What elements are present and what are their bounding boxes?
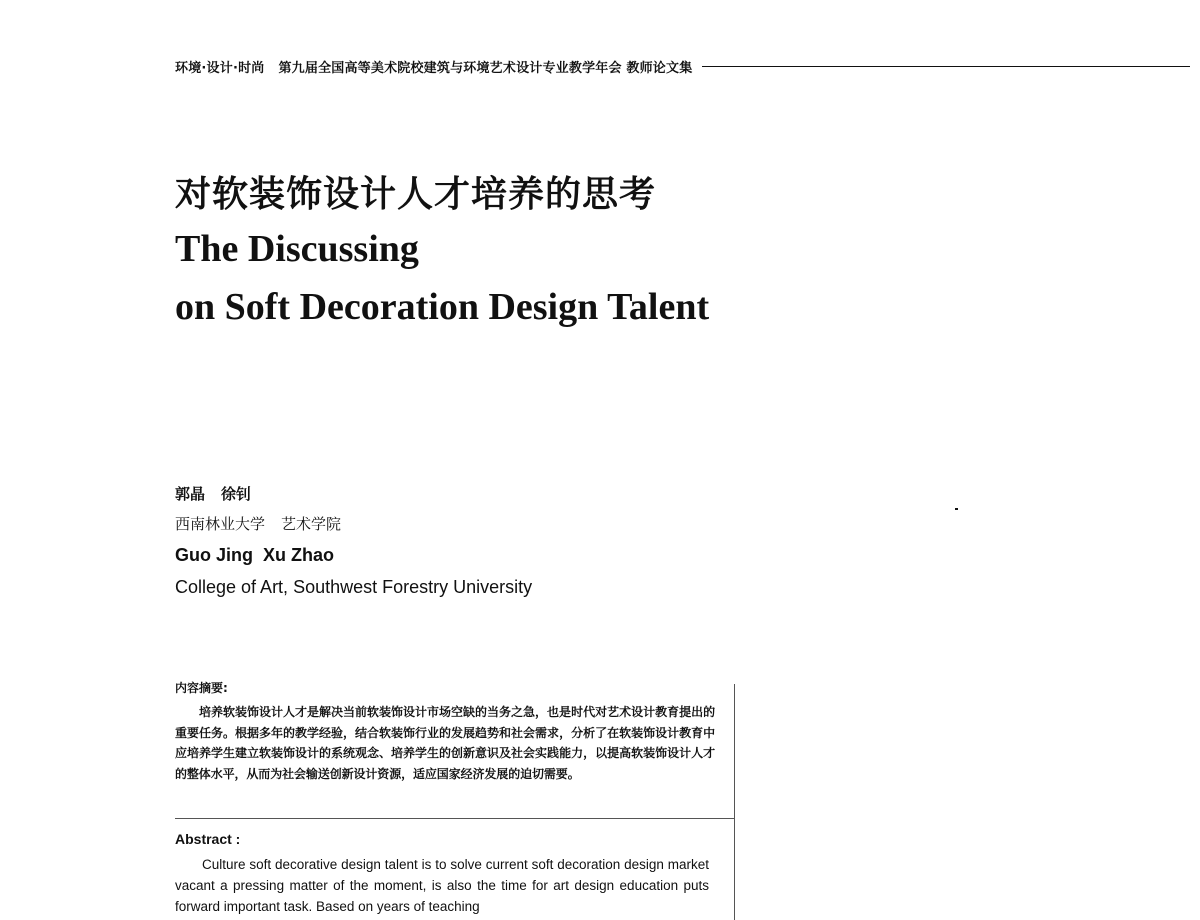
abstract-chinese-body: 培养软装饰设计人才是解决当前软装饰设计市场空缺的当务之急，也是时代对艺术设计教育提出的重要任务。根据多年的教学经验，结合软装饰行业的发展趋势和社会需求，分析了在软装饰设计教育中应培养学生建立软装饰设计的系统观念、培养学生的创新意识及社会实践能力，以提高软装饰设计人才的整体水平，从而为社会输送创新设计资源，适应国家经济发展的迫切需要。 [175,705,715,781]
abstract-english [175,830,709,917]
abstract-chinese-heading: 内容摘要: [175,681,228,695]
title-english-line-1: The Discussing [175,228,419,270]
author-zh-2: 徐钊 [221,485,252,503]
running-header [175,55,1190,77]
title-english-line-2: on Soft Decoration Design Talent [175,286,710,328]
authors-chinese [175,482,532,506]
affiliation-zh-university: 西南林业大学 [175,515,266,533]
abstract-english-heading: Abstract : [175,831,241,847]
column-rule [734,684,735,920]
author-en-2: Xu Zhao [263,545,334,565]
authors-block [175,482,532,600]
affiliation-chinese [175,512,532,536]
title-chinese: 对软装饰设计人才培养的思考 [175,173,657,215]
authors-english [175,542,532,568]
affiliation-english: College of Art, Southwest Forestry University [175,577,533,597]
abstract-chinese [175,680,715,784]
abstract-divider [175,818,735,819]
author-zh-1: 郭晶 [175,485,206,503]
running-header-series: 环境·设计·时尚 [175,60,265,76]
abstract-english-body: Culture soft decorative design talent is to solve current soft decoration design market vacant a pressing matter of the moment, is also the time for art design education puts forward important task. Based on years of teaching [175,857,709,914]
affiliation-zh-college: 艺术学院 [281,515,342,533]
running-header-conference: 第九届全国高等美术院校建筑与环境艺术设计专业教学年会 教师论文集 [278,60,693,76]
header-rule [702,66,1190,67]
title-block [175,168,709,336]
scan-speck [955,508,958,510]
author-en-1: Guo Jing [175,545,253,565]
